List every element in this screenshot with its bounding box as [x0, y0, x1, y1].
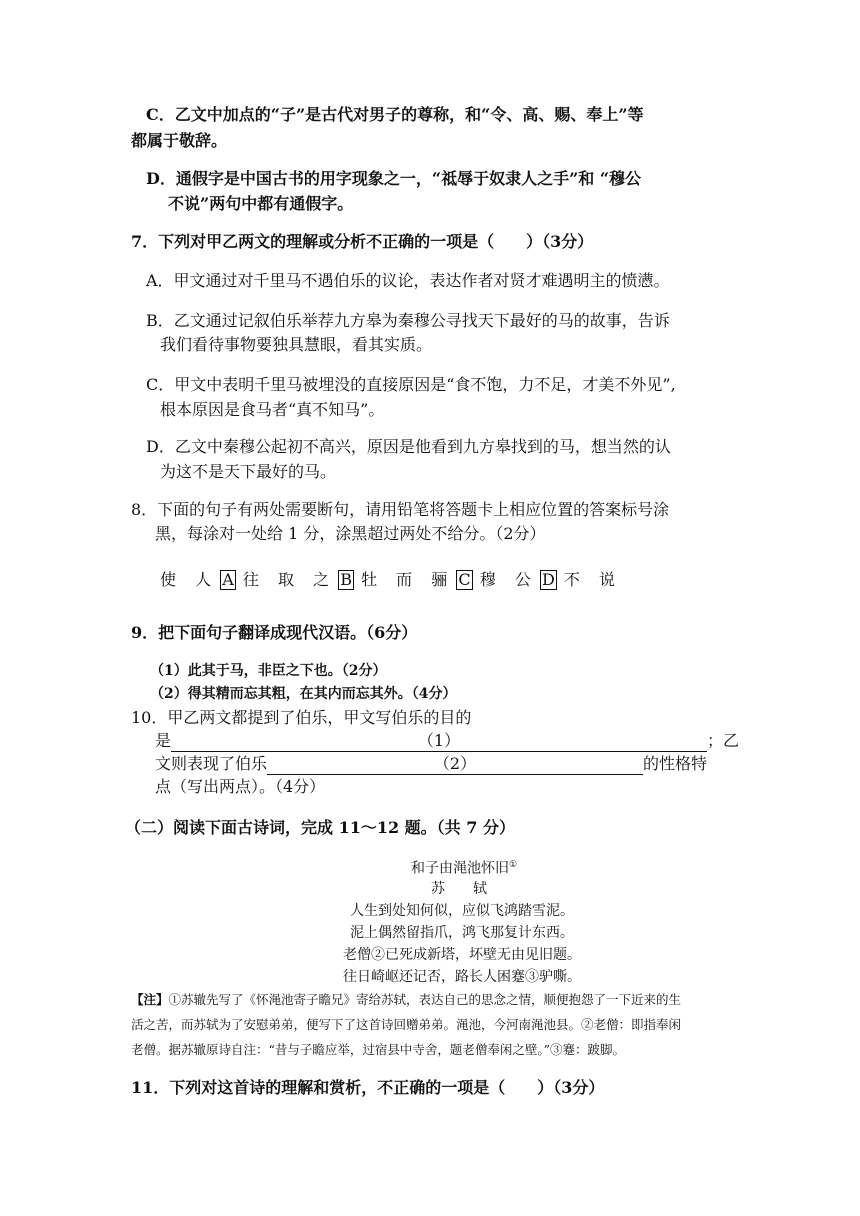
q8-char: 骊: [431, 570, 448, 589]
q7-option-d-line1: D．乙文中秦穆公起初不高兴，原因是他看到九方皋找到的马，想当然的认: [146, 437, 671, 456]
poem-author: 苏 轼: [431, 881, 487, 897]
q8-char: 牡: [361, 570, 378, 589]
poem-title: 和子由渑池怀旧: [410, 860, 509, 877]
poem-line: 泥上偶然留指爪，鸿飞那复计东西。: [350, 925, 574, 941]
q6-option-c-line2: 都属于敬辞。: [131, 131, 228, 150]
q7-option-d-line2: 为这不是天下最好的马。: [160, 462, 337, 481]
q10-answer-blank-2[interactable]: （2）: [267, 754, 643, 775]
q6-option-d-line2: 不说”两句中都有通假字。: [168, 194, 354, 213]
poem-lines: [0, 900, 860, 988]
poem-note-label: 【注】: [131, 992, 169, 1007]
poem-note-text: ①苏辙先写了《怀渑池寄子瞻兄》寄给苏轼，表达自己的思念之情，顺便抱怨了一下近来的生: [168, 992, 682, 1007]
poem-line: 往日崎岖还记否，路长人困蹇③驴嘶。: [343, 969, 581, 985]
q8-char: 之: [313, 570, 330, 589]
q8-char: 公: [514, 570, 531, 589]
q7-option-b-line2: 我们看待事物要独具慧眼，看其实质。: [160, 335, 433, 354]
q8-char: 说: [598, 570, 615, 589]
q8-char: 使: [160, 570, 177, 589]
q8-mark-b[interactable]: B: [340, 570, 352, 589]
q8-char: 人: [195, 570, 212, 589]
q7-stem: 7．下列对甲乙两文的理解或分析不正确的一项是（ ）（3分）: [131, 232, 594, 251]
section2-heading: （二）阅读下面古诗词，完成 11～12 题。（共 7 分）: [125, 818, 515, 837]
q8-char: 取: [277, 570, 294, 589]
q9-item-1: （1）此其于马，非臣之下也。（2分）: [150, 663, 387, 679]
poem-line: 人生到处知何似，应似飞鸿踏雪泥。: [350, 903, 574, 919]
q8-sentence: [160, 567, 629, 593]
q10-line2-suffix: ；乙: [707, 731, 740, 750]
q8-stem-line1: 8．下面的句子有两处需要断句，请用铅笔将答题卡上相应位置的答案标号涂: [131, 500, 670, 519]
q10-line3-suffix: 的性格特: [643, 754, 708, 773]
poem-note-line1: [131, 987, 681, 1012]
q7-option-c-line1: C．甲文中表明千里马被埋没的直接原因是“食不饱，力不足，才美不外见”,: [146, 375, 676, 394]
q7-option-c-line2: 根本原因是食马者“真不知马”。: [160, 400, 385, 419]
q6-option-d-line1: D．通假字是中国古书的用字现象之一，“祗辱于奴隶人之手”和 “穆公: [146, 169, 642, 188]
poem-author-row: [0, 876, 860, 902]
q8-char: 往: [242, 570, 259, 589]
q10-line4: 点（写出两点）。（4分）: [155, 777, 326, 796]
q8-mark-d[interactable]: D: [541, 570, 555, 589]
q9-stem: 9．把下面句子翻译成现代汉语。（6分）: [131, 623, 418, 642]
q6-option-c-line1: C．乙文中加点的“子”是古代对男子的尊称，和“令、高、赐、奉上”等: [146, 105, 644, 124]
q8-stem-line2: 黑，每涂对一处给 1 分，涂黑超过两处不给分。（2分）: [155, 524, 546, 543]
poem-line: 老僧②已死成新塔，坏壁无由见旧题。: [343, 947, 581, 963]
q10-line1: 10．甲乙两文都提到了伯乐，甲文写伯乐的目的: [131, 708, 472, 727]
poem-note-line3: 老僧。据苏辙原诗自注：“昔与子瞻应举，过宿县中寺舍，题老僧奉闲之壁。”③蹇：跛脚。: [131, 1042, 626, 1057]
q9-item-2: （2）得其精而忘其粗，在其内而忘其外。（4分）: [150, 686, 457, 702]
q8-mark-c[interactable]: C: [458, 570, 471, 589]
q7-option-a: A．甲文通过对千里马不遇伯乐的议论，表达作者对贤才难遇明主的愤懑。: [146, 271, 670, 290]
q10-answer-blank-1[interactable]: （1）: [171, 731, 707, 752]
q8-mark-a[interactable]: A: [222, 570, 234, 589]
q7-option-b-line1: B．乙文通过记叙伯乐举荐九方皋为秦穆公寻找天下最好的马的故事，告诉: [146, 311, 670, 330]
q10-line3-prefix: 文则表现了伯乐: [155, 754, 268, 773]
q8-char: 不: [563, 570, 580, 589]
q8-char: 而: [396, 570, 413, 589]
q8-char: 穆: [479, 570, 496, 589]
poem-note-line2: 活之苦，而苏轼为了安慰弟弟，便写下了这首诗回赠弟弟。渑池，今河南渑池县。②老僧：即指奉闲: [131, 1017, 682, 1032]
q10-line2-prefix: 是: [155, 731, 172, 750]
q11-stem: 11．下列对这首诗的理解和赏析，不正确的一项是（ ）（3分）: [131, 1078, 605, 1097]
poem-title-note-mark: ①: [508, 860, 518, 870]
